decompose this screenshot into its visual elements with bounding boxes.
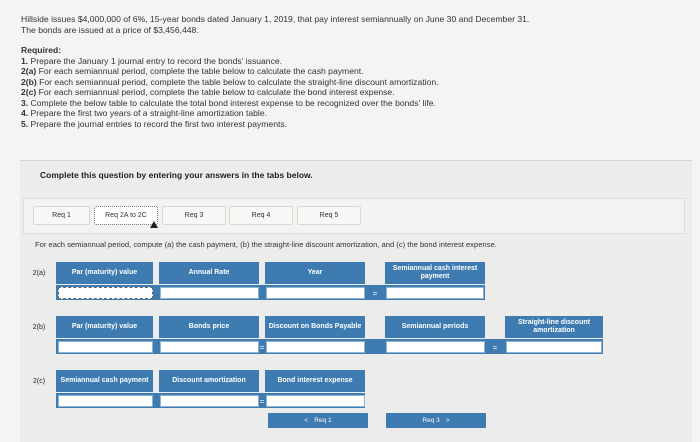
problem-statement	[21, 14, 691, 129]
statement-line-1: Hillside issues $4,000,000 of 6%, 15-year bonds dated January 1, 2019, that pay interest semiannually on June 30 and December 31.	[21, 14, 530, 24]
instruction-text: For each semiannual period, compute (a) the cash payment, (b) the straight-line discount amortization, and (c) the bond interest expense.	[35, 240, 497, 249]
requirement-item: 2(a) For each semiannual period, complete the table below to calculate the cash payment.	[21, 66, 364, 77]
table-c-header-amortization: Discount amortization	[159, 370, 259, 392]
table-b-price-input[interactable]	[160, 341, 259, 353]
mouse-cursor-icon	[150, 221, 158, 228]
tab-req-3[interactable]: Req 3	[162, 206, 226, 225]
tab-req-4[interactable]: Req 4	[229, 206, 293, 225]
chevron-left-icon: <	[304, 417, 309, 424]
table-c-cash-input[interactable]	[58, 395, 153, 407]
next-req-button[interactable]	[386, 413, 486, 428]
table-c-header-expense: Bond interest expense	[265, 370, 365, 392]
chevron-right-icon: >	[445, 417, 450, 424]
table-c-expense-input[interactable]	[266, 395, 365, 407]
table-a-label: 2(a)	[32, 269, 46, 277]
table-c-header-cash: Semiannual cash payment	[56, 370, 153, 392]
statement-line-2: The bonds are issued at a price of $3,456,448.	[21, 24, 199, 35]
tab-req-2a-to-2c[interactable]: Req 2A to 2C	[94, 206, 158, 225]
requirements-list	[21, 56, 691, 130]
table-b-label: 2(b)	[32, 323, 46, 331]
table-b-periods-input[interactable]	[386, 341, 485, 353]
table-a-header-year: Year	[265, 262, 365, 284]
table-b-header-price: Bonds price	[159, 316, 259, 338]
table-b-header-periods: Semiannual periods	[385, 316, 485, 338]
prev-req-label: Req 1	[314, 417, 332, 424]
table-a-equals: =	[372, 288, 378, 298]
requirement-item: 2(c) For each semiannual period, complete the table below to calculate the bond interest expense.	[21, 87, 395, 98]
requirement-item: 3. Complete the below table to calculate the total bond interest expense to be recognized over the bonds' life.	[21, 97, 436, 108]
table-c-amortization-input[interactable]	[160, 395, 259, 407]
table-c-label: 2(c)	[32, 377, 46, 385]
table-b-header-amortization: Straight-line discount amortization	[505, 316, 603, 338]
table-a-header-rate: Annual Rate	[159, 262, 259, 284]
complete-prompt: Complete this question by entering your answers in the tabs below.	[40, 170, 313, 180]
requirement-item: 5. Prepare the journal entries to record the first two interest payments.	[21, 118, 288, 129]
table-c-equals: =	[259, 396, 265, 406]
table-a-header-par: Par (maturity) value	[56, 262, 153, 284]
table-b-par-input[interactable]	[58, 341, 153, 353]
table-b-header-discount: Discount on Bonds Payable	[265, 316, 365, 338]
required-heading: Required:	[21, 45, 62, 56]
table-a-rate-input[interactable]	[160, 287, 259, 299]
table-b-equals-2: =	[492, 342, 498, 352]
table-b-equals-1: =	[259, 342, 265, 352]
table-a-header-cash: Semiannual cash interest payment	[385, 262, 485, 284]
table-b-discount-input[interactable]	[266, 341, 365, 353]
requirement-item: 2(b) For each semiannual period, complete the table below to calculate the straight-line discount amortization.	[21, 76, 439, 87]
requirement-item: 4. Prepare the first two years of a straight-line amortization table.	[21, 108, 267, 119]
table-a-year-input[interactable]	[266, 287, 365, 299]
prev-req-button[interactable]	[268, 413, 368, 428]
tab-req-5[interactable]: Req 5	[297, 206, 361, 225]
table-b-amortization-input[interactable]	[506, 341, 602, 353]
next-req-label: Req 3	[422, 417, 440, 424]
requirement-item: 1. Prepare the January 1 journal entry to record the bonds' issuance.	[21, 55, 283, 66]
table-a-par-input[interactable]	[58, 287, 153, 299]
table-b-header-par: Par (maturity) value	[56, 316, 153, 338]
tab-req-1[interactable]: Req 1	[33, 206, 90, 225]
table-a-cash-input[interactable]	[386, 287, 484, 299]
